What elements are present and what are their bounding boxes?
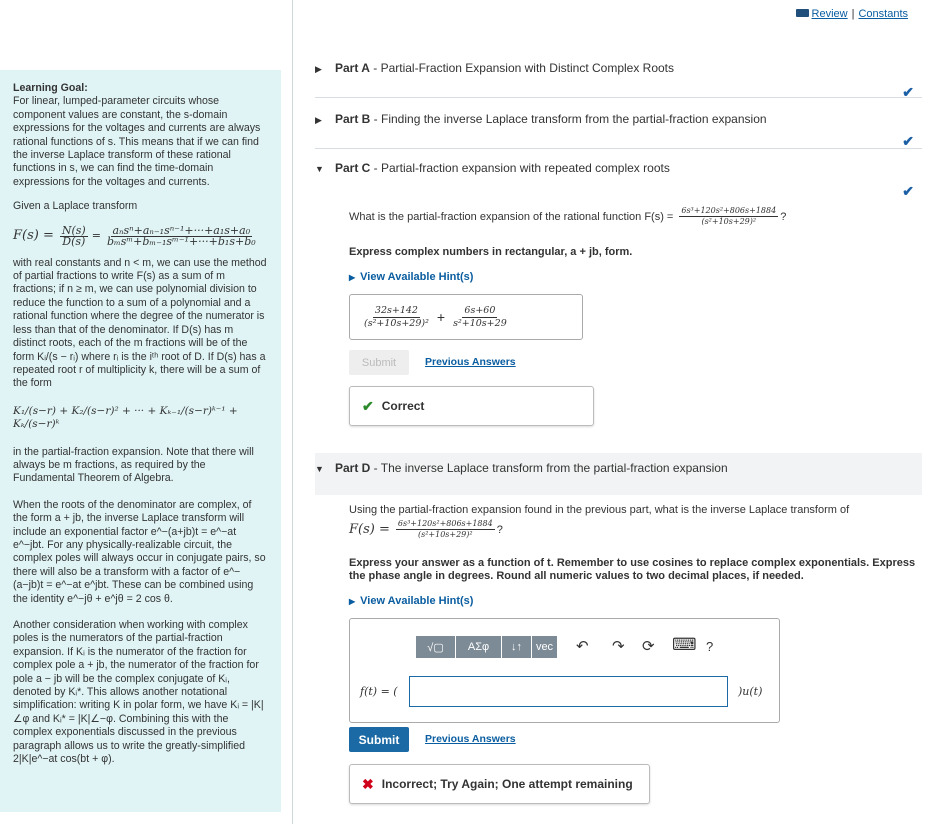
part-d-title: - The inverse Laplace transform from the partial-fraction expansion [370, 461, 728, 475]
part-a-label: Part A [335, 61, 370, 75]
collapse-triangle-icon: ▼ [315, 464, 324, 474]
question-mark: ? [496, 523, 503, 536]
goal-heading: Learning Goal: [13, 82, 88, 94]
part-d-feedback [349, 764, 650, 804]
answer-fraction-1 [362, 305, 431, 330]
part-c-fs-fraction [679, 206, 778, 227]
expr-suffix: )u(t) [738, 685, 763, 698]
part-d-submit-button[interactable]: Submit [349, 727, 409, 752]
check-icon: ✔ [902, 133, 914, 149]
expr-label: f(t) = ( [360, 685, 398, 698]
nav-separator: | [851, 8, 855, 20]
part-c-question-text: What is the partial-fraction expansion of the rational function F(s) = [349, 210, 674, 223]
expand-triangle-icon: ▶ [315, 64, 322, 74]
vector-button[interactable]: vec [532, 636, 558, 658]
part-c-hint-text: View Available Hint(s) [360, 271, 474, 283]
part-c-header[interactable] [315, 161, 922, 175]
part-c-fs-den: (s²+10s+29)² [701, 217, 757, 226]
partial-sum: K₁/(s−r) + K₂/(s−r)² + ··· + Kₖ₋₁/(s−r)ᵏ⁻¹ + Kₖ/(s−r)ᵏ [13, 404, 238, 431]
reset-icon[interactable]: ⟳ [642, 638, 655, 655]
poly-den: bₘsᵐ+bₘ₋₁sᵐ⁻¹+···+b₁s+b₀ [106, 234, 256, 248]
part-d-feedback-text: Incorrect; Try Again; One attempt remaining [381, 777, 633, 791]
part-c-previous-answers-link[interactable]: Previous Answers [425, 356, 516, 368]
part-c-title: - Partial-fraction expansion with repeated complex roots [370, 161, 670, 175]
math-toolbar [416, 636, 558, 658]
expand-triangle-icon: ▶ [315, 115, 322, 125]
part-c-feedback [349, 386, 594, 426]
question-mark: ? [780, 210, 787, 223]
part-d-fs-label: F(s) = [349, 522, 390, 537]
answer2-den: s²+10s+29 [453, 317, 507, 329]
top-nav [796, 8, 908, 20]
divider [315, 148, 922, 149]
part-c-question [349, 206, 786, 227]
part-d-question: Using the partial-fraction expansion found in the previous part, what is the inverse Laplace transform of [349, 504, 850, 516]
hint-triangle-icon: ▶ [349, 273, 356, 282]
math-editor [349, 618, 780, 723]
answer-input[interactable] [409, 676, 728, 707]
goal-paragraph-2: with real constants and n < m, we can use the method of partial fractions to write F(s) as a sum of m fractions; if n ≥ m, we can use polynomial division to reduce the function to a sum of a polynomial and a rational function where the degree of the numerator is less than that of the denominator. If D(s) has m distinct roots, each of the m fractions will be of the form Kᵢ/(s − rᵢ) where rᵢ is the iᵗʰ root of D. If D(s) has a repeated root r of multiplicity k, there will be a sum of the form [13, 256, 267, 390]
nd-num: N(s) [61, 223, 86, 237]
part-d-previous-answers-link[interactable]: Previous Answers [425, 733, 516, 745]
redo-icon[interactable]: ↷ [612, 638, 625, 655]
part-c-submit-button[interactable]: Submit [349, 350, 409, 375]
collapse-triangle-icon: ▼ [315, 164, 324, 174]
part-b-header[interactable] [315, 112, 922, 126]
nd-fraction [60, 223, 88, 248]
goal-paragraph-5: Another consideration when working with complex poles is the numerators of the partial-fraction expansion. If Kᵢ is the numerator of the fraction for complex pole a + jb, the numerator of the fraction for pole a − jb will be the complex conjugate of Kᵢ, denoted by Kᵢ*. This allows another notational simplification: writing K in polar form, we have Kᵢ = |K|∠φ and Kᵢ* = |K|∠−φ. Combining this with the complex exponentials discussed in the previous paragraph allows us to write the greatly-simplified 2|K|e^−at cos(bt + φ). [13, 619, 264, 766]
keyboard-icon[interactable]: ⌨ [672, 635, 697, 654]
divider [315, 97, 922, 98]
nd-den: D(s) [62, 234, 86, 248]
review-link[interactable]: Review [811, 8, 848, 20]
greek-symbols-button[interactable]: ΑΣφ [456, 636, 502, 658]
goal-intro: For linear, lumped-parameter circuits whose component values are constant, the s-domain expressions for the voltages and currents are always rational functions of s. This means that if we can find the inverse Laplace transform of these rational functions in s, we can find the time-domain expressions for the voltages and currents. [13, 95, 261, 188]
correct-check-icon: ✔ [362, 397, 374, 414]
transform-equation: F(s) = $\frac{N(s)}{D(s)}$ = $\frac{\text{aₙsⁿ+aₙ₋₁sⁿ⁻¹+···+a₁s+a₀}}{\text{bₘsᵐ+bₘ₋₁sᵐ⁻¹+···+b₁s+b₀}}$ [13, 223, 256, 248]
goal-paragraph-3: in the partial-fraction expansion. Note that there will always be m fractions, as required by the Fundamental Theorem of Algebra. [13, 445, 254, 485]
part-d-fs-den: (s²+10s+29)² [417, 530, 473, 539]
part-d-header[interactable] [315, 461, 922, 475]
part-a-header[interactable] [315, 61, 922, 75]
constants-link[interactable]: Constants [858, 8, 908, 20]
column-divider [292, 0, 293, 824]
subscript-button[interactable]: ↓↑ [502, 636, 532, 658]
part-b-title: - Finding the inverse Laplace transform from the partial-fraction expansion [370, 112, 767, 126]
part-d-hint-text: View Available Hint(s) [360, 595, 474, 607]
part-a-title: - Partial-Fraction Expansion with Distinct Complex Roots [369, 61, 675, 75]
part-b-label: Part B [335, 112, 371, 126]
check-icon: ✔ [902, 84, 914, 100]
part-c-label: Part C [335, 161, 371, 175]
poly-fraction [105, 223, 258, 248]
help-icon[interactable]: ? [706, 639, 714, 654]
part-c-fs-num: 6s³+120s²+806s+1884 [681, 206, 777, 215]
hint-triangle-icon: ▶ [349, 597, 356, 606]
part-d-hint-link[interactable] [349, 595, 473, 607]
part-c-feedback-text: Correct [381, 399, 425, 413]
answer2-num: 6s+60 [464, 304, 496, 316]
part-d-label: Part D [335, 461, 371, 475]
learning-goal-panel [0, 70, 281, 812]
goal-given: Given a Laplace transform [13, 200, 138, 213]
answer1-num: 32s+142 [374, 304, 418, 316]
fs-label: F(s) = [13, 228, 54, 244]
book-icon [796, 9, 809, 17]
goal-paragraph-4: When the roots of the denominator are complex, of the form a + jb, the inverse Laplace transform will include an exponential factor e^−(a+jb)t = e^−at e^−jbt. For any physically-realizable circuit, the complex poles will always occur in conjugate pairs, so there will also be a transform with a factor of e^−(a−jb)t = e^−at e^jbt. These can be combined using the identity e^−jθ + e^jθ = 2 cos θ. [13, 498, 266, 605]
template-button[interactable]: √▢ [416, 636, 456, 658]
incorrect-x-icon: ✖ [362, 775, 374, 792]
part-c-hint-link[interactable] [349, 271, 473, 283]
part-d-fs-fraction [396, 519, 495, 540]
undo-icon[interactable]: ↶ [576, 638, 589, 655]
plus-sign: + [436, 309, 446, 325]
part-d-fs-num: 6s³+120s²+806s+1884 [397, 519, 493, 528]
answer-fraction-2 [451, 305, 509, 330]
part-c-answer-box [349, 294, 583, 340]
part-d-instruction: Express your answer as a function of t. Remember to use cosines to replace complex exponentials. Express the phase angle in degrees. Round all numeric values to two decimal places, if needed. [349, 557, 916, 582]
part-c-instruction: Express complex numbers in rectangular, a + jb, form. [349, 246, 633, 258]
poly-num: aₙsⁿ+aₙ₋₁sⁿ⁻¹+···+a₁s+a₀ [112, 223, 251, 237]
check-icon: ✔ [902, 183, 914, 199]
part-d-fs [349, 519, 503, 540]
answer1-den: (s²+10s+29)² [364, 317, 429, 329]
